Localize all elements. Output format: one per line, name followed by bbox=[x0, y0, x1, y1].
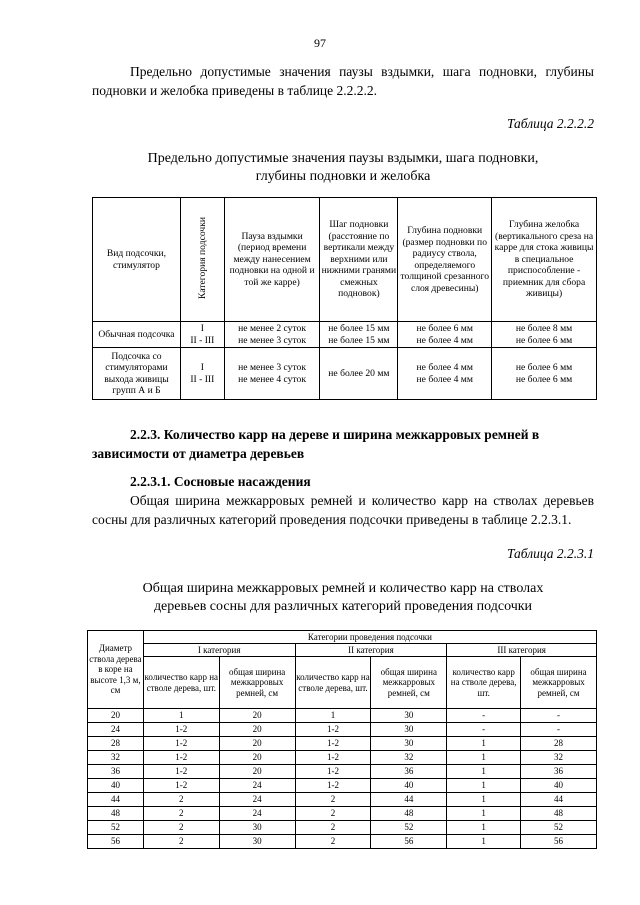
table2-cell-diameter: 48 bbox=[88, 807, 144, 821]
table2-cell-cat2-width: 30 bbox=[371, 709, 447, 723]
cell-line: не более 6 мм bbox=[515, 362, 573, 373]
table1 bbox=[92, 197, 597, 400]
table-row bbox=[88, 765, 597, 779]
table1-header-step: Шаг подновки (расстояние по вертикали между верхними или нижними гранями смежных подновок) bbox=[320, 198, 398, 322]
table1-header-row bbox=[93, 198, 597, 322]
table2-cell-cat3-count: - bbox=[447, 709, 521, 723]
table1-header-pause: Пауза вздымки (период времени между нанесением подновки на одной и той же карре) bbox=[224, 198, 320, 322]
table2-cell-cat2-width: 56 bbox=[371, 835, 447, 849]
table2-header-count-cat1: количество карр на стволе дерева, шт. bbox=[143, 657, 219, 709]
table1-header-depth: Глубина подновки (размер подновки по радиусу ствола, определяемого толщиной срезанного слоя древесины) bbox=[398, 198, 492, 322]
table2-cell-cat1-width: 20 bbox=[219, 723, 295, 737]
table2-cell-diameter: 32 bbox=[88, 751, 144, 765]
table1-cell-pause bbox=[224, 348, 320, 400]
table2-cell-cat2-width: 52 bbox=[371, 821, 447, 835]
table2-cell-diameter: 40 bbox=[88, 779, 144, 793]
table1-cell-type: Подсочка со стимуляторами выхода живицы групп А и Б bbox=[93, 348, 181, 400]
intro-paragraph: Предельно допустимые значения паузы вздымки, шага подновки, глубины подновки и желобка приведены в таблице 2.2.2.2. bbox=[92, 64, 594, 98]
table2-cell-cat3-width: 52 bbox=[521, 821, 597, 835]
table2-cell-cat2-width: 40 bbox=[371, 779, 447, 793]
table2-header-categories: Категории проведения подсочки bbox=[143, 631, 596, 644]
table2-cell-cat1-width: 20 bbox=[219, 765, 295, 779]
table2-cell-cat1-count: 2 bbox=[143, 821, 219, 835]
cell-line: не более 4 мм bbox=[416, 373, 473, 385]
cell-line: не более 4 мм bbox=[416, 334, 473, 346]
table2-cell-cat1-width: 24 bbox=[219, 807, 295, 821]
cell-line: не менее 3 суток bbox=[238, 362, 306, 373]
table-row bbox=[88, 779, 597, 793]
table2-cell-cat3-width: 48 bbox=[521, 807, 597, 821]
table1-cell-pause bbox=[224, 322, 320, 348]
table1-cell-depth bbox=[398, 348, 492, 400]
table-row bbox=[88, 793, 597, 807]
table2-title-line2: деревьев сосны для различных категорий проведения подсочки bbox=[153, 599, 533, 614]
table-row bbox=[88, 723, 597, 737]
table2-cell-cat2-count: 2 bbox=[295, 807, 371, 821]
table2-header-cat3: III категория bbox=[447, 644, 597, 657]
table2-cell-cat1-count: 1-2 bbox=[143, 765, 219, 779]
table-row bbox=[88, 709, 597, 723]
table2-cell-cat3-count: 1 bbox=[447, 737, 521, 751]
cell-line: не менее 4 суток bbox=[238, 373, 306, 385]
table2-cell-cat2-count: 1-2 bbox=[295, 779, 371, 793]
table2-cell-cat3-count: 1 bbox=[447, 779, 521, 793]
table2-header-cat1: I категория bbox=[143, 644, 295, 657]
table2-cell-cat3-count: 1 bbox=[447, 765, 521, 779]
table1-cell-step: не более 20 мм bbox=[320, 348, 398, 400]
table2-cell-cat2-count: 1 bbox=[295, 709, 371, 723]
cell-line: II - III bbox=[190, 373, 215, 385]
table2-cell-diameter: 24 bbox=[88, 723, 144, 737]
table2-cell-cat2-count: 2 bbox=[295, 821, 371, 835]
table-row bbox=[88, 737, 597, 751]
cell-line: не более 6 мм bbox=[515, 373, 573, 385]
section-2231-paragraph: Общая ширина межкарровых ремней и количество карр на стволах деревьев сосны для различных категорий проведения подсочки приведены в таблице 2.2.3.1. bbox=[92, 493, 594, 527]
table2-cell-cat3-count: 1 bbox=[447, 793, 521, 807]
table2-cell-diameter: 20 bbox=[88, 709, 144, 723]
table1-cell-type: Обычная подсочка bbox=[93, 322, 181, 348]
table2-cell-cat1-width: 30 bbox=[219, 821, 295, 835]
table2-header-diameter: Диаметр ствола дерева в коре на высоте 1,3 м, см bbox=[88, 631, 144, 709]
table2-cell-cat3-count: 1 bbox=[447, 835, 521, 849]
table1-cell-category bbox=[180, 348, 224, 400]
table1-title-line2: глубины подновки и желобка bbox=[255, 169, 431, 184]
table2-cell-cat1-width: 20 bbox=[219, 709, 295, 723]
table2-cell-cat3-width: 36 bbox=[521, 765, 597, 779]
table2-cell-cat1-width: 20 bbox=[219, 737, 295, 751]
cell-line: не более 6 мм bbox=[416, 323, 473, 334]
table1-title bbox=[92, 150, 594, 186]
table2-cell-cat3-width: 40 bbox=[521, 779, 597, 793]
cell-line: I bbox=[200, 362, 204, 373]
cell-line: II - III bbox=[190, 334, 215, 346]
table2-header-row bbox=[88, 631, 597, 644]
table2-cell-cat2-width: 32 bbox=[371, 751, 447, 765]
table2-cell-cat1-count: 1 bbox=[143, 709, 219, 723]
table-row bbox=[93, 322, 597, 348]
cell-line: не более 4 мм bbox=[416, 362, 473, 373]
table2-header-count-cat3: количество карр на стволе дерева, шт. bbox=[447, 657, 521, 709]
table2-cell-cat1-count: 1-2 bbox=[143, 723, 219, 737]
table2-cell-diameter: 52 bbox=[88, 821, 144, 835]
cell-line: не менее 3 суток bbox=[238, 334, 306, 346]
table2-cell-cat1-width: 24 bbox=[219, 793, 295, 807]
table-row bbox=[88, 807, 597, 821]
cell-line: не более 6 мм bbox=[515, 334, 573, 346]
table2-header-width-cat1: общая ширина межкарровых ремней, см bbox=[219, 657, 295, 709]
table2-cell-cat2-count: 1-2 bbox=[295, 737, 371, 751]
table2-cell-cat2-count: 1-2 bbox=[295, 751, 371, 765]
table1-title-line1: Предельно допустимые значения паузы вздымки, шага подновки, bbox=[147, 151, 539, 166]
table2-body bbox=[88, 709, 597, 849]
table2-cell-diameter: 36 bbox=[88, 765, 144, 779]
table2-cell-cat3-count: 1 bbox=[447, 821, 521, 835]
table2-header-row bbox=[88, 644, 597, 657]
table2-cell-cat2-width: 44 bbox=[371, 793, 447, 807]
table2-cell-cat3-width: 32 bbox=[521, 751, 597, 765]
table1-header-groove: Глубина желобка (вертикального среза на карре для стока живицы в специальное приспособление - приемник для сбора живицы) bbox=[492, 198, 597, 322]
table2-cell-cat3-count: 1 bbox=[447, 751, 521, 765]
table2-cell-cat1-count: 2 bbox=[143, 807, 219, 821]
cell-line: не более 15 мм bbox=[328, 323, 390, 334]
table2-cell-cat2-count: 2 bbox=[295, 793, 371, 807]
table2-cell-cat1-count: 1-2 bbox=[143, 751, 219, 765]
table2-header-cat2: II категория bbox=[295, 644, 447, 657]
table1-cell-groove bbox=[492, 348, 597, 400]
cell-line: не менее 2 суток bbox=[238, 323, 306, 334]
table2-cell-cat2-width: 36 bbox=[371, 765, 447, 779]
table2-cell-cat2-width: 30 bbox=[371, 737, 447, 751]
table-row bbox=[93, 348, 597, 400]
table1-cell-depth bbox=[398, 322, 492, 348]
table2-cell-cat2-count: 1-2 bbox=[295, 723, 371, 737]
table-row bbox=[88, 751, 597, 765]
table1-cell-step bbox=[320, 322, 398, 348]
table2-cell-cat2-width: 30 bbox=[371, 723, 447, 737]
table2-cell-cat3-width: - bbox=[521, 723, 597, 737]
table2-header-count-cat2: количество карр на стволе дерева, шт. bbox=[295, 657, 371, 709]
table2-cell-cat3-width: 44 bbox=[521, 793, 597, 807]
table2-title bbox=[92, 580, 594, 616]
table2-caption: Таблица 2.2.3.1 bbox=[506, 546, 594, 561]
table-row bbox=[88, 821, 597, 835]
table1-header-type: Вид подсочки, стимулятор bbox=[93, 198, 181, 322]
table2-cell-cat3-width: 56 bbox=[521, 835, 597, 849]
table1-caption: Таблица 2.2.2.2 bbox=[506, 116, 594, 131]
cell-line: не более 15 мм bbox=[328, 334, 390, 346]
table2-cell-cat3-width: 28 bbox=[521, 737, 597, 751]
table2-cell-cat3-count: - bbox=[447, 723, 521, 737]
table2-cell-cat3-count: 1 bbox=[447, 807, 521, 821]
section-2231-heading: 2.2.3.1. Сосновые насаждения bbox=[130, 474, 311, 489]
table2-cell-cat1-count: 1-2 bbox=[143, 779, 219, 793]
table2-cell-cat1-width: 24 bbox=[219, 779, 295, 793]
table1-header-category-text: Категория подсочки bbox=[196, 216, 208, 299]
cell-line: не более 8 мм bbox=[515, 323, 573, 334]
table2-header-row bbox=[88, 657, 597, 709]
table2 bbox=[87, 630, 597, 849]
table1-header-category bbox=[180, 198, 224, 322]
table2-cell-cat2-width: 48 bbox=[371, 807, 447, 821]
table1-cell-category bbox=[180, 322, 224, 348]
cell-line: I bbox=[200, 323, 204, 334]
table2-title-line1: Общая ширина межкарровых ремней и количество карр на стволах bbox=[142, 581, 544, 596]
table2-cell-cat3-width: - bbox=[521, 709, 597, 723]
table2-header-width-cat2: общая ширина межкарровых ремней, см bbox=[371, 657, 447, 709]
table-row bbox=[88, 835, 597, 849]
table2-header-width-cat3: общая ширина межкарровых ремней, см bbox=[521, 657, 597, 709]
table2-cell-diameter: 28 bbox=[88, 737, 144, 751]
table2-cell-cat2-count: 1-2 bbox=[295, 765, 371, 779]
table1-cell-groove bbox=[492, 322, 597, 348]
table2-cell-cat1-count: 2 bbox=[143, 793, 219, 807]
table2-cell-cat1-count: 2 bbox=[143, 835, 219, 849]
table2-cell-cat1-width: 20 bbox=[219, 751, 295, 765]
table2-cell-cat1-width: 30 bbox=[219, 835, 295, 849]
page-number: 97 bbox=[314, 36, 326, 50]
table2-cell-diameter: 56 bbox=[88, 835, 144, 849]
table2-cell-diameter: 44 bbox=[88, 793, 144, 807]
section-223-heading: 2.2.3. Количество карр на дереве и ширина межкарровых ремней в зависимости от диаметра деревьев bbox=[92, 427, 540, 461]
table2-cell-cat2-count: 2 bbox=[295, 835, 371, 849]
table2-cell-cat1-count: 1-2 bbox=[143, 737, 219, 751]
